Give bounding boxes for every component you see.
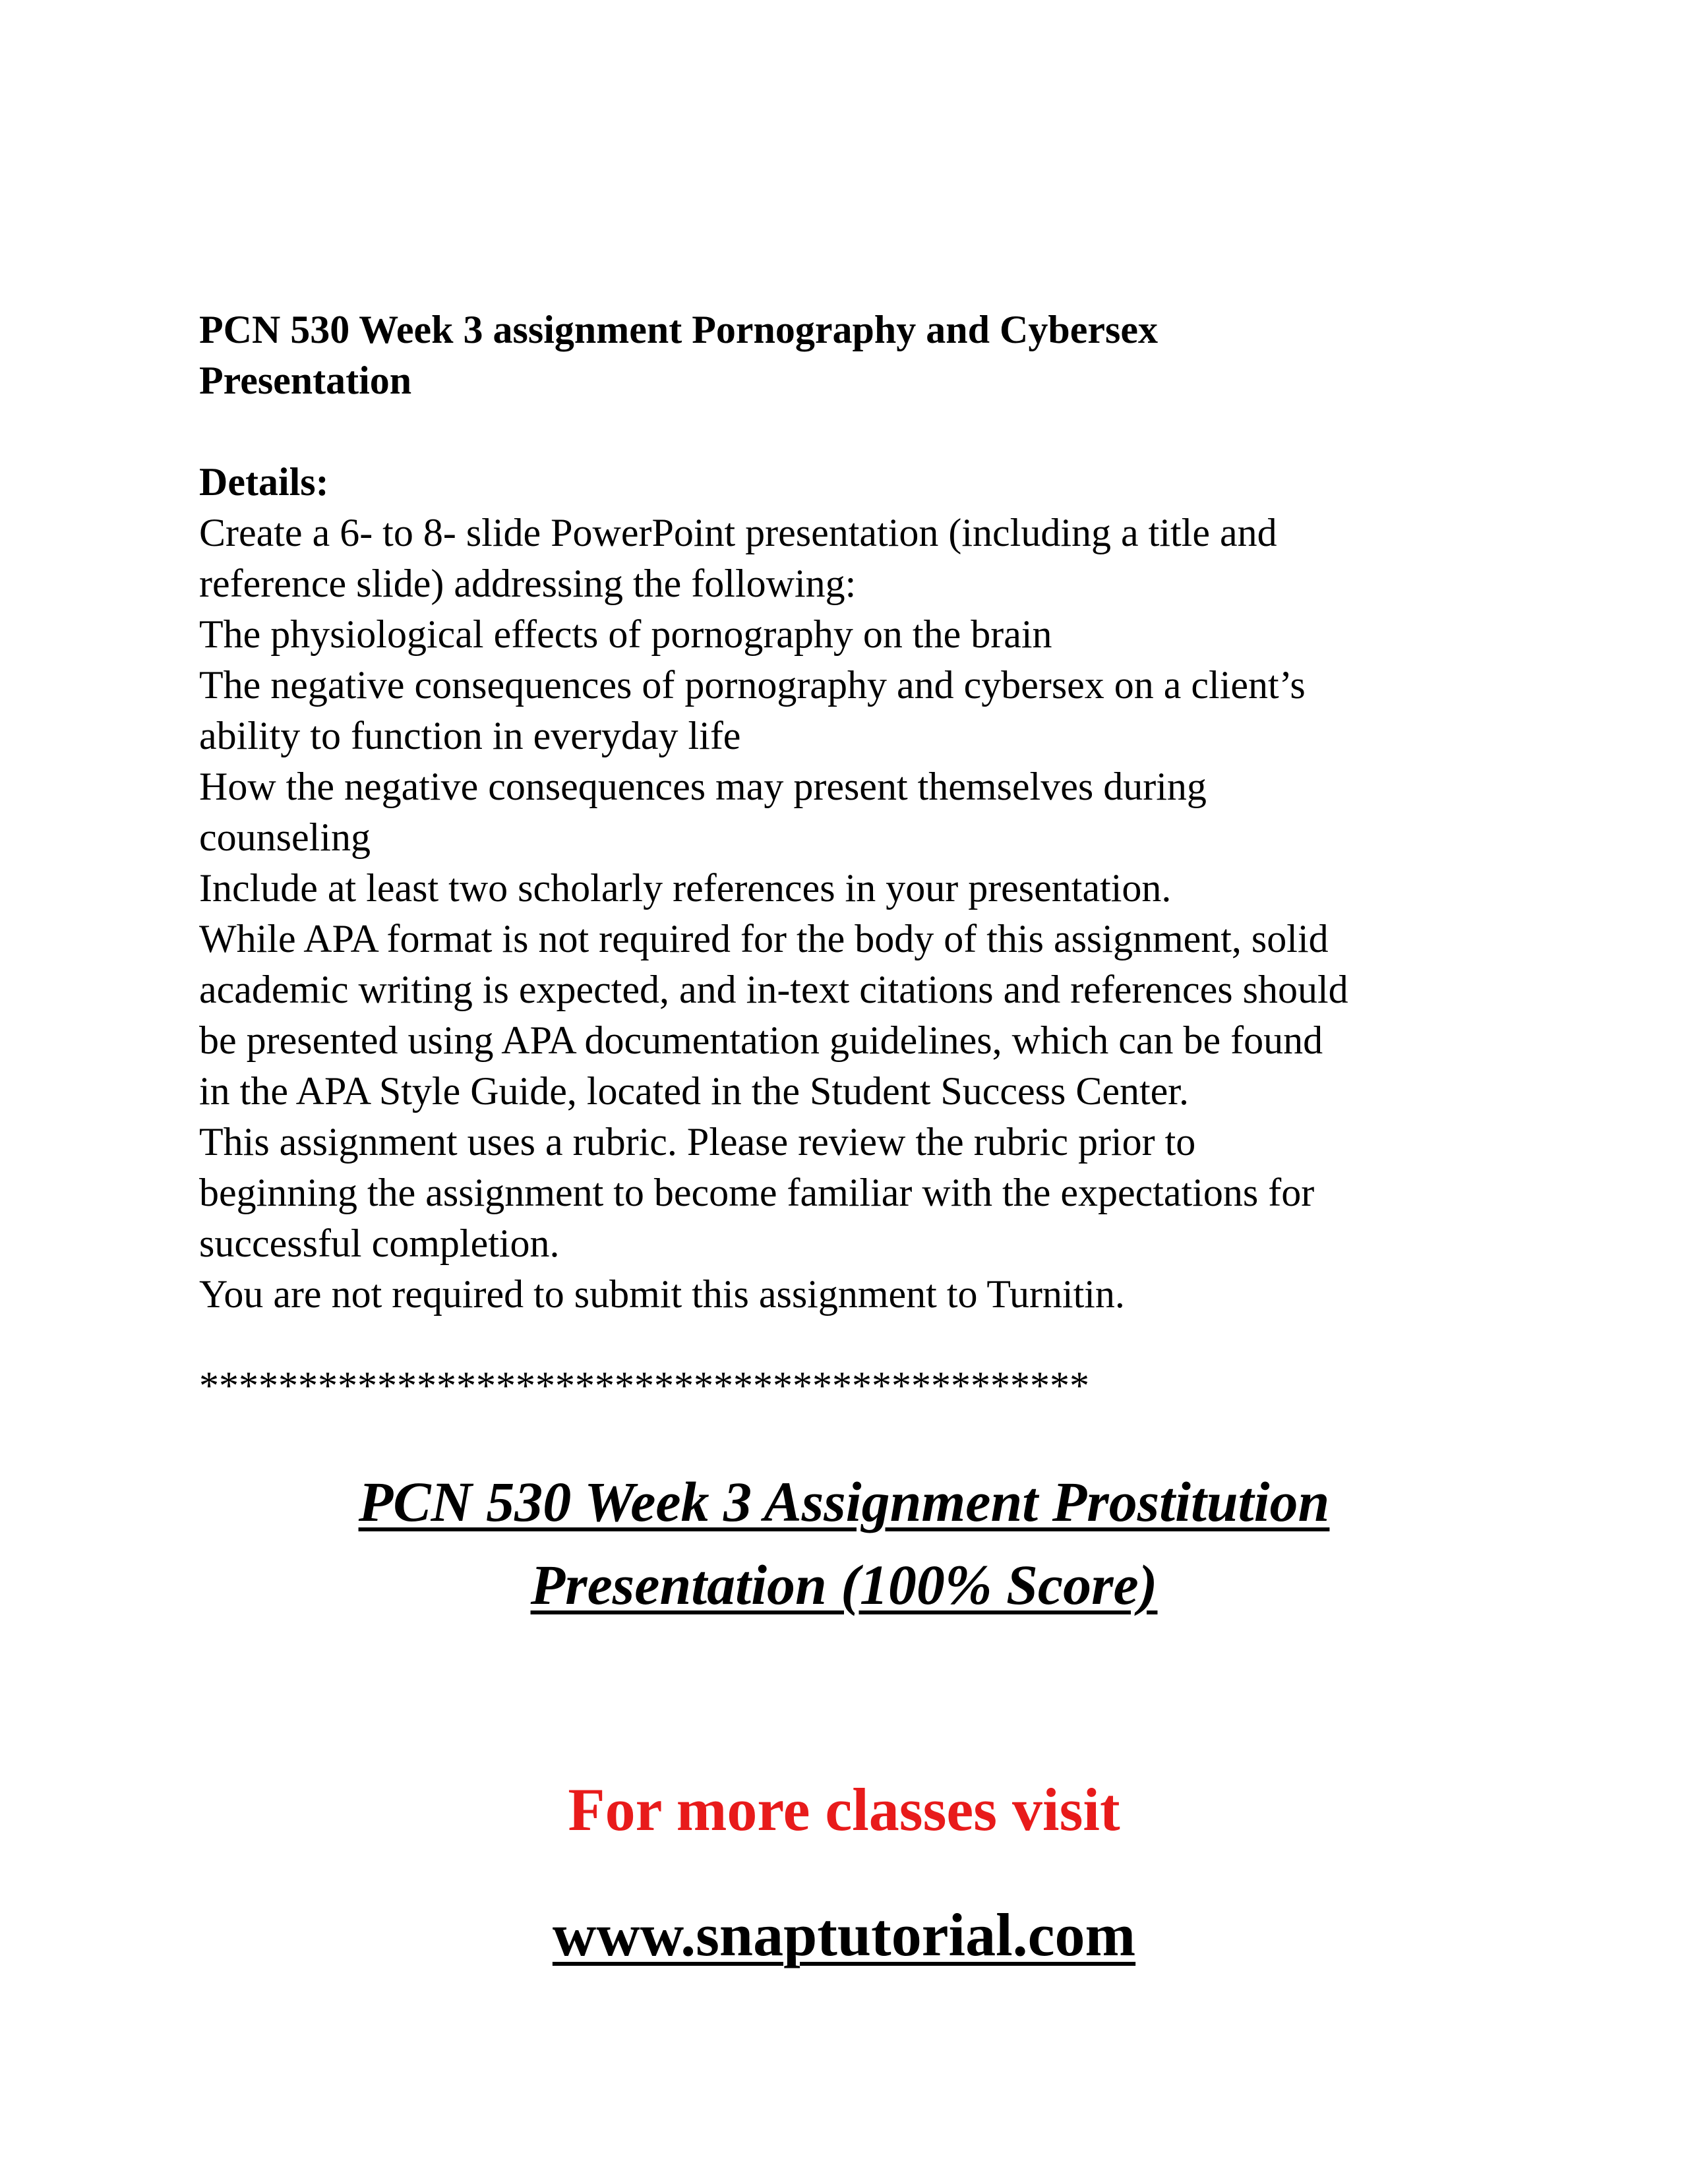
body-line: be presented using APA documentation guidelines, which can be found bbox=[199, 1018, 1323, 1062]
promo-title-line-2: Presentation (100% Score) bbox=[530, 1553, 1158, 1616]
document-content bbox=[199, 305, 1518, 1411]
document-title-line-2: Presentation bbox=[199, 359, 412, 402]
body-line: academic writing is expected, and in-text citations and references should bbox=[199, 968, 1348, 1011]
document-title bbox=[199, 305, 1518, 406]
visit-text: For more classes visit bbox=[568, 1776, 1120, 1843]
asterisk-separator: ********************************************* bbox=[199, 1364, 1089, 1407]
body-line: You are not required to submit this assignment to Turnitin. bbox=[199, 1272, 1125, 1316]
body-line: Create a 6- to 8- slide PowerPoint presentation (including a title and bbox=[199, 511, 1277, 554]
body-line: counseling bbox=[199, 815, 371, 859]
body-line: ability to function in everyday life bbox=[199, 714, 741, 757]
promo-title-block bbox=[0, 1460, 1688, 1626]
body-line: in the APA Style Guide, located in the Student Success Center. bbox=[199, 1069, 1189, 1113]
body-line: The physiological effects of pornography on the brain bbox=[199, 612, 1052, 656]
promo-title-link[interactable] bbox=[359, 1470, 1330, 1616]
body-line: This assignment uses a rubric. Please review the rubric prior to bbox=[199, 1120, 1196, 1164]
document-title-line-1: PCN 530 Week 3 assignment Pornography and Cybersex bbox=[199, 308, 1158, 351]
body-line: The negative consequences of pornography and cybersex on a client’s bbox=[199, 663, 1306, 707]
site-link[interactable]: www.snaptutorial.com bbox=[552, 1901, 1136, 1968]
body-line: reference slide) addressing the following: bbox=[199, 562, 857, 605]
body-line: Include at least two scholarly references in your presentation. bbox=[199, 866, 1172, 910]
details-label: Details: bbox=[199, 460, 329, 504]
details-body bbox=[199, 508, 1518, 1320]
body-line: beginning the assignment to become familiar with the expectations for bbox=[199, 1171, 1315, 1214]
site-link-block bbox=[0, 1899, 1688, 1971]
body-line: While APA format is not required for the body of this assignment, solid bbox=[199, 917, 1329, 960]
body-line: successful completion. bbox=[199, 1222, 560, 1265]
body-line: How the negative consequences may present themselves during bbox=[199, 765, 1207, 808]
promo-title-line-1: PCN 530 Week 3 Assignment Prostitution bbox=[358, 1470, 1330, 1533]
promo-title[interactable] bbox=[0, 1460, 1688, 1626]
